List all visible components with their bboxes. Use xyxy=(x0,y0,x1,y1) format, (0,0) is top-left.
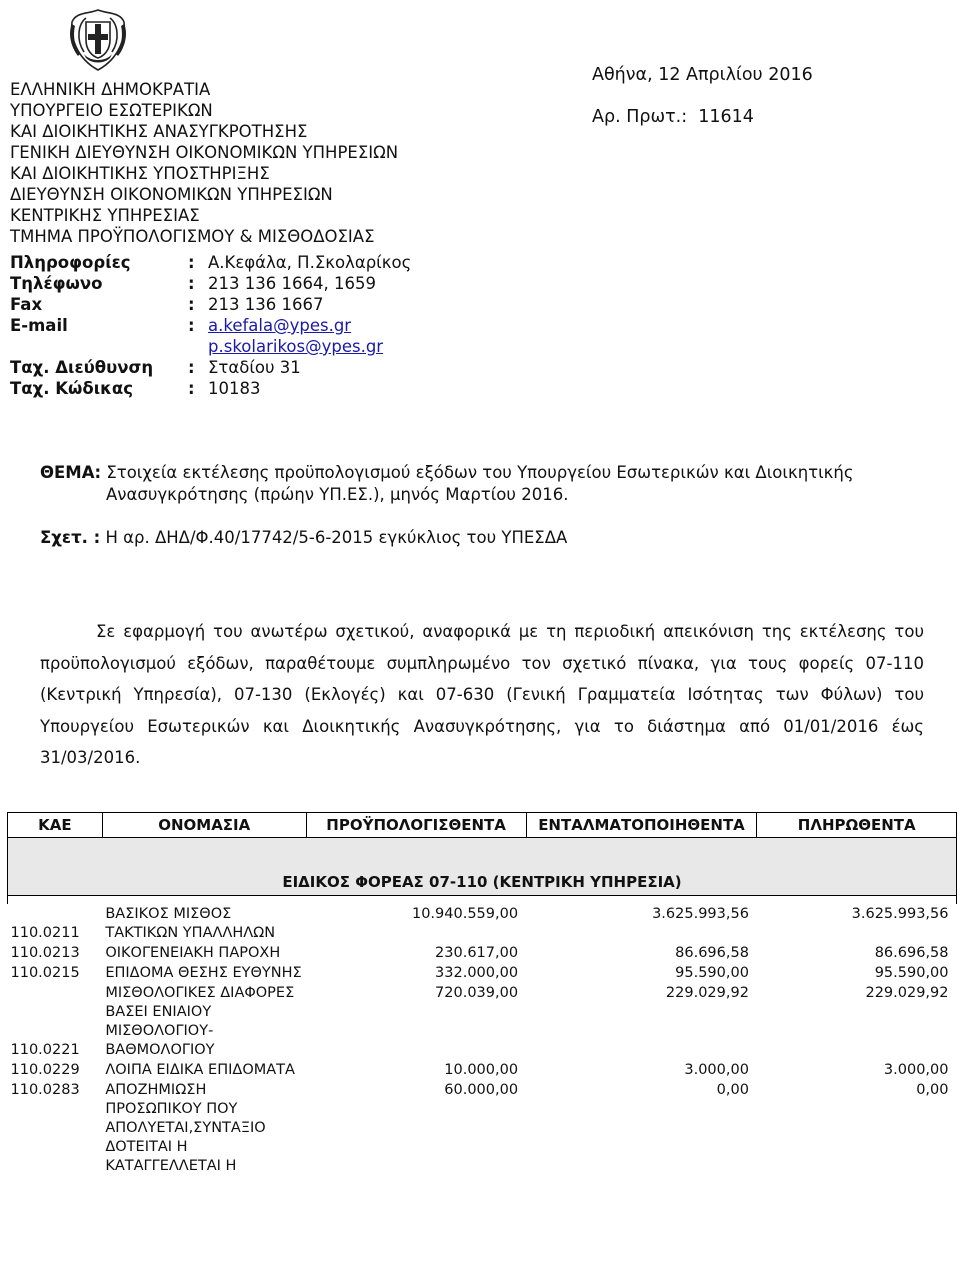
account-name: ΒΑΣΙΚΟΣ ΜΙΣΘΟΣ ΤΑΚΤΙΚΩΝ ΥΠΑΛΛΗΛΩΝ xyxy=(105,906,276,941)
column-header-kae: ΚΑΕ xyxy=(8,813,103,838)
budgeted-amount: 720.039,00 xyxy=(435,985,519,1001)
column-header-name: ΟΝΟΜΑΣΙΑ xyxy=(102,813,306,838)
account-name: ΟΙΚΟΓΕΝΕΙΑΚΗ ΠΑΡΟΧΗ xyxy=(105,945,281,961)
paid-amount: 229.029,92 xyxy=(865,985,949,1001)
paid-amount: 0,00 xyxy=(916,1082,949,1098)
phone-label: Τηλέφωνο xyxy=(10,274,103,293)
protocol-number xyxy=(592,106,813,128)
table-row xyxy=(8,1060,957,1080)
budgeted-amount: 230.617,00 xyxy=(435,945,519,961)
email-label: E-mail xyxy=(10,316,68,335)
paid-amount: 95.590,00 xyxy=(874,965,949,981)
document-date: Αθήνα, 12 Απριλίου 2016 xyxy=(592,65,813,85)
date-block xyxy=(592,64,813,128)
header-line: ΚΑΙ ΔΙΟΙΚΗΤΙΚΗΣ ΑΝΑΣΥΓΚΡΟΤΗΣΗΣ xyxy=(10,122,308,141)
protocol-value: 11614 xyxy=(698,107,754,127)
header-line: ΚΕΝΤΡΙΚΗΣ ΥΠΗΡΕΣΙΑΣ xyxy=(10,206,200,225)
table-row xyxy=(8,904,957,943)
table-row xyxy=(8,1080,957,1176)
info-row xyxy=(10,252,411,273)
warranted-amount: 3.625.993,56 xyxy=(652,906,749,922)
paid-amount: 86.696,58 xyxy=(874,945,949,961)
warranted-amount: 95.590,00 xyxy=(675,965,749,981)
budget-execution-table xyxy=(7,812,957,1176)
account-name: ΛΟΙΠΑ ΕΙΔΙΚΑ ΕΠΙΔΟΜΑΤΑ xyxy=(105,1062,295,1078)
kae-code: 110.0283 xyxy=(10,1082,80,1098)
warranted-amount: 229.029,92 xyxy=(665,985,749,1001)
fax-row xyxy=(10,294,411,315)
paid-amount: 3.000,00 xyxy=(883,1062,949,1078)
column-header-warranted: ΕΝΤΑΛΜΑΤΟΠΟΙΗΘΕΝΤΑ xyxy=(526,813,757,838)
subject-line-2: Ανασυγκρότησης (πρώην ΥΠ.ΕΣ.), μηνός Μαρτίου 2016. xyxy=(106,485,569,504)
subject-label: ΘΕΜΑ: xyxy=(40,463,102,482)
header-line: ΚΑΙ ΔΙΟΙΚΗΤΙΚΗΣ ΥΠΟΣΤΗΡΙΞΗΣ xyxy=(10,164,270,183)
postcode-value: 10183 xyxy=(208,379,261,398)
table-row xyxy=(8,963,957,983)
info-value: Α.Κεφάλα, Π.Σκολαρίκος xyxy=(208,253,412,272)
header-line: ΔΙΕΥΘΥΝΣΗ ΟΙΚΟΝΟΜΙΚΩΝ ΥΠΗΡΕΣΙΩΝ xyxy=(10,185,333,204)
contact-info xyxy=(10,252,411,399)
budgeted-amount: 332.000,00 xyxy=(435,965,519,981)
address-label: Ταχ. Διεύθυνση xyxy=(10,358,154,377)
email-row xyxy=(10,315,411,357)
subject xyxy=(40,462,920,506)
header-line: ΓΕΝΙΚΗ ΔΙΕΥΘΥΝΣΗ ΟΙΚΟΝΟΜΙΚΩΝ ΥΠΗΡΕΣΙΩΝ xyxy=(10,143,399,162)
colon: : xyxy=(188,316,195,335)
email-link-1[interactable]: a.kefala@ypes.gr xyxy=(208,316,352,335)
header-line: ΕΛΛΗΝΙΚΗ ΔΗΜΟΚΡΑΤΙΑ xyxy=(10,80,211,99)
reference xyxy=(40,528,567,547)
email-link-2[interactable]: p.skolarikos@ypes.gr xyxy=(208,337,384,356)
subject-line-1: Στοιχεία εκτέλεσης προϋπολογισμού εξόδων του Υπουργείου Εσωτερικών και Διοικητικής xyxy=(106,463,854,482)
address-row xyxy=(10,357,411,378)
column-header-budgeted: ΠΡΟΫΠΟΛΟΓΙΣΘΕΝΤΑ xyxy=(306,813,526,838)
table-row xyxy=(8,983,957,1060)
info-label: Πληροφορίες xyxy=(10,253,131,272)
postcode-label: Ταχ. Κώδικας xyxy=(10,379,133,398)
budgeted-amount: 10.000,00 xyxy=(444,1062,519,1078)
phone-row xyxy=(10,273,411,294)
warranted-amount: 0,00 xyxy=(716,1082,749,1098)
phone-value: 213 136 1664, 1659 xyxy=(208,274,376,293)
colon: : xyxy=(188,274,195,293)
budgeted-amount: 10.940.559,00 xyxy=(411,906,519,922)
warranted-amount: 3.000,00 xyxy=(684,1062,749,1078)
colon: : xyxy=(188,379,195,398)
table-header-row xyxy=(8,813,957,838)
kae-code: 110.0213 xyxy=(10,945,80,961)
warranted-amount: 86.696,58 xyxy=(675,945,749,961)
body-paragraph: Σε εφαρμογή του ανωτέρω σχετικού, αναφορικά με τη περιοδική απεικόνιση της εκτέλεσης του προϋπολογισμού εξόδων, παραθέτουμε συμπληρωμένο τον σχετικό πίνακα, για τους φορείς 07-110 (Κεντρική Υπηρεσία), 07-130 (Εκλογές) και 07-630 (Γενική Γραμματεία Ισότητας των Φύλων) του Υπουργείου Εσωτερικών και Διοικητικής Ανασυγκρότησης, για το διάστημα από 01/01/2016 έως 31/03/2016. xyxy=(40,622,924,767)
header-line: ΤΜΗΜΑ ΠΡΟΫΠΟΛΟΓΙΣΜΟΥ & ΜΙΣΘΟΔΟΣΙΑΣ xyxy=(10,227,375,246)
fax-value: 213 136 1667 xyxy=(208,295,324,314)
colon: : xyxy=(188,358,195,377)
colon: : xyxy=(188,253,195,272)
table-row xyxy=(8,943,957,963)
column-header-paid: ΠΛΗΡΩΘΕΝΤΑ xyxy=(757,813,957,838)
account-name: ΑΠΟΖΗΜΙΩΣΗ ΠΡΟΣΩΠΙΚΟΥ ΠΟΥ ΑΠΟΛΥΕΤΑΙ,ΣΥΝΤΑΞΙΟ ΔΟΤΕΙΤΑΙ Η ΚΑΤΑΓΓΕΛΛΕΤΑΙ Η xyxy=(105,1082,266,1174)
section-title: ΕΙΔΙΚΟΣ ΦΟΡΕΑΣ 07-110 (ΚΕΝΤΡΙΚΗ ΥΠΗΡΕΣΙΑ) xyxy=(8,838,957,896)
reference-label: Σχετ. : xyxy=(40,528,101,547)
reference-text: Η αρ. ΔΗΔ/Φ.40/17742/5-6-2015 εγκύκλιος του ΥΠΕΣΔΑ xyxy=(105,528,568,547)
colon: : xyxy=(188,295,195,314)
kae-code: 110.0221 xyxy=(10,1042,80,1058)
address-value: Σταδίου 31 xyxy=(208,358,301,377)
header-line: ΥΠΟΥΡΓΕΙΟ ΕΣΩΤΕΡΙΚΩΝ xyxy=(10,101,213,120)
kae-code: 110.0211 xyxy=(10,925,80,941)
issuing-authority-header xyxy=(10,79,398,247)
account-name: ΕΠΙΔΟΜΑ ΘΕΣΗΣ ΕΥΘΥΝΗΣ xyxy=(105,965,302,981)
postcode-row xyxy=(10,378,411,399)
budgeted-amount: 60.000,00 xyxy=(444,1082,519,1098)
account-name: ΜΙΣΘΟΛΟΓΙΚΕΣ ΔΙΑΦΟΡΕΣ ΒΑΣΕΙ ΕΝΙΑΙΟΥ ΜΙΣΘΟΛΟΓΙΟΥ-ΒΑΘΜΟΛΟΓΙΟΥ xyxy=(105,985,295,1058)
greek-coat-of-arms-icon xyxy=(66,6,130,74)
protocol-label: Αρ. Πρωτ.: xyxy=(592,107,688,127)
budget-table-area xyxy=(7,812,957,1176)
kae-code: 110.0215 xyxy=(10,965,80,981)
paid-amount: 3.625.993,56 xyxy=(851,906,949,922)
kae-code: 110.0229 xyxy=(10,1062,80,1078)
fax-label: Fax xyxy=(10,295,43,314)
